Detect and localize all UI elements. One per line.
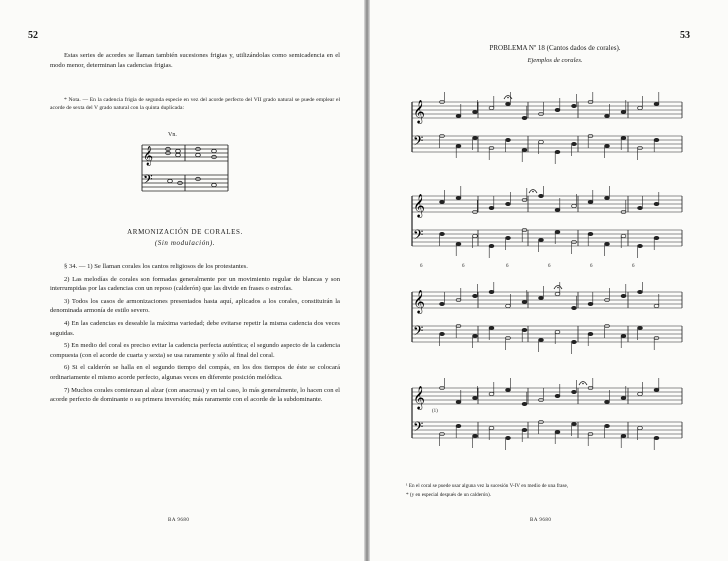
note-head bbox=[473, 434, 478, 437]
note-head bbox=[555, 208, 560, 211]
note-head bbox=[621, 294, 626, 297]
note-head bbox=[456, 242, 461, 245]
rule-paragraph: 4) En las cadencias es deseable la máxima variedad; debe evitarse repetir la misma cadencia dos veces seguidas. bbox=[50, 319, 340, 337]
bass-clef-icon: 𝄢 bbox=[413, 421, 424, 438]
note-head bbox=[473, 234, 478, 237]
chorale-score bbox=[408, 378, 684, 452]
note-head bbox=[605, 144, 610, 147]
chorale-score bbox=[408, 92, 684, 166]
note-head bbox=[621, 234, 626, 237]
note-head bbox=[539, 140, 544, 143]
rule-paragraph: 6) Si el calderón se halla en el segundo tiempo del compás, en los dos tiempos de éste se colocará ordinariamente el mismo acorde perfecto, algunas veces en diferente posición melódica. bbox=[50, 364, 340, 381]
note-head bbox=[506, 236, 511, 239]
rule-paragraph: 7) Muchos corales comienzan al alzar (con anacrusa) y en tal caso, lo más generalmente, lo hacen con el acorde perfecto de dominante o su primera inversión; más raramente con el acorde de la subdominante. bbox=[50, 386, 340, 404]
note-head bbox=[572, 104, 577, 107]
note-head bbox=[588, 302, 593, 305]
fermata-dot bbox=[557, 287, 559, 289]
coral-rules bbox=[50, 262, 340, 405]
note-head bbox=[539, 338, 544, 341]
note-head bbox=[638, 106, 643, 109]
note-head bbox=[621, 334, 626, 337]
note-head bbox=[605, 242, 610, 245]
note-head bbox=[506, 304, 511, 307]
note-head bbox=[654, 236, 659, 239]
treble-clef-icon: 𝄞 bbox=[413, 291, 425, 313]
fermata-dot bbox=[582, 383, 584, 385]
note-head bbox=[572, 340, 577, 343]
note-head bbox=[522, 300, 527, 303]
treble-clef-icon: 𝄞 bbox=[413, 195, 425, 217]
note-head bbox=[638, 392, 643, 395]
note-head bbox=[440, 302, 445, 305]
note-head bbox=[654, 388, 659, 391]
note-head bbox=[489, 206, 494, 209]
note-head bbox=[506, 202, 511, 205]
rule-paragraph: § 34. — 1) Se llaman corales los cantos religiosos de los protestantes. bbox=[64, 263, 248, 270]
chorale-score bbox=[408, 186, 684, 260]
chorale-system-4 bbox=[408, 378, 684, 457]
figure: 6 bbox=[420, 264, 423, 269]
rule-paragraph: 5) En medio del coral es preciso evitar la cadencia perfecta auténtica; el segundo aspecto de la cadencia compuesta (con el acorde de cuarta y sexta) se usa raramente y sólo al final del coral. bbox=[50, 342, 340, 359]
note-head bbox=[456, 400, 461, 403]
note-head bbox=[654, 304, 659, 307]
note-head bbox=[456, 424, 461, 427]
note-head bbox=[621, 434, 626, 437]
left-footer: BA 9680 bbox=[168, 518, 190, 523]
note-head bbox=[654, 102, 659, 105]
footnote-marker: (1) bbox=[432, 409, 438, 414]
note-head bbox=[539, 194, 544, 197]
note-head bbox=[605, 196, 610, 199]
note-head bbox=[572, 390, 577, 393]
note-head bbox=[473, 396, 478, 399]
note-head bbox=[555, 230, 560, 233]
right-footer: BA 9680 bbox=[530, 518, 552, 523]
note-head bbox=[555, 108, 560, 111]
treble-clef-icon: 𝄞 bbox=[143, 146, 154, 165]
right-page-number: 53 bbox=[680, 30, 690, 41]
note-head bbox=[522, 402, 527, 405]
note-head bbox=[638, 290, 643, 293]
note-head bbox=[506, 138, 511, 141]
treble-clef-icon: 𝄞 bbox=[413, 101, 425, 123]
bass-clef-icon: 𝄢 bbox=[143, 174, 153, 190]
note-head bbox=[506, 388, 511, 391]
note-head bbox=[489, 392, 494, 395]
problem-title: PROBLEMA Nº 18 (Cantos dados de corales). bbox=[489, 44, 621, 52]
note-head bbox=[621, 396, 626, 399]
note-head bbox=[489, 426, 494, 429]
fermata-dot bbox=[532, 191, 534, 193]
intro-paragraph: Estas series de acordes se llaman también sucesiones frigias y, utilizándolas como semicadencia en el modo menor, determinan las cadencias frigias. bbox=[50, 52, 340, 69]
chorale-system-1 bbox=[408, 92, 684, 171]
note-head bbox=[489, 244, 494, 247]
note-head bbox=[654, 436, 659, 439]
note-head bbox=[473, 136, 478, 139]
bass-clef-icon: 𝄢 bbox=[413, 135, 424, 152]
figure: 6 bbox=[590, 264, 593, 269]
note-head bbox=[572, 306, 577, 309]
note-head bbox=[572, 142, 577, 145]
note-head bbox=[555, 292, 560, 295]
note-head bbox=[605, 400, 610, 403]
note-head bbox=[555, 430, 560, 433]
note-head bbox=[555, 150, 560, 153]
note-head bbox=[638, 426, 643, 429]
note-head bbox=[621, 110, 626, 113]
note-head bbox=[489, 106, 494, 109]
note-head bbox=[539, 238, 544, 241]
note-head bbox=[522, 428, 527, 431]
frigian-note: * Nota. — En la cadencia frigia de segunda especie en vez del acorde perfecto del VII grado natural se puede emplear el acorde de sexta del V grado natural con la quinta duplicada: bbox=[50, 97, 340, 111]
note-head bbox=[572, 204, 577, 207]
section-title: ARMONIZACIÓN DE CORALES. bbox=[127, 228, 243, 236]
note-head bbox=[506, 436, 511, 439]
note-head bbox=[654, 202, 659, 205]
problem-subtitle: Ejemplos de corales. bbox=[527, 57, 583, 64]
footnote-2: * (y en especial después de un calderón). bbox=[406, 492, 491, 498]
note-head bbox=[588, 200, 593, 203]
section-subtitle: (Sin modulación). bbox=[154, 239, 216, 247]
note-head bbox=[473, 110, 478, 113]
note-head bbox=[555, 330, 560, 333]
treble-clef-icon: 𝄞 bbox=[413, 387, 425, 409]
note-head bbox=[456, 144, 461, 147]
chorale-system-3 bbox=[408, 282, 684, 361]
footnote-1: ¹ En el coral se puede usar alguna vez la sucesión V-IV en medio de una frase, bbox=[406, 483, 569, 489]
bass-clef-icon: 𝄢 bbox=[413, 325, 424, 342]
right-page bbox=[370, 0, 728, 561]
note-head bbox=[539, 296, 544, 299]
note-head bbox=[456, 114, 461, 117]
note-head bbox=[605, 114, 610, 117]
note-head bbox=[473, 294, 478, 297]
frigian-example-score bbox=[140, 139, 230, 201]
rule-paragraph: 3) Todos los casos de armonizaciones presentados hasta aquí, aplicados a los corales, constituirán la denominada armonía de estilo severo. bbox=[50, 297, 340, 315]
note-head bbox=[456, 196, 461, 199]
fermata-dot bbox=[507, 97, 509, 99]
rule-paragraph: 2) Las melodías de corales son formadas generalmente por un movimiento regular de blancas y son interrumpidas por las cadencias con un reposo (calderón) que las divide en frases o estrofas. bbox=[50, 275, 340, 293]
note-head bbox=[440, 332, 445, 335]
note-head bbox=[605, 424, 610, 427]
note-head bbox=[638, 206, 643, 209]
note-head bbox=[440, 232, 445, 235]
note-head bbox=[588, 232, 593, 235]
figure: 6 bbox=[462, 264, 465, 269]
note-head bbox=[621, 136, 626, 139]
chorale-system-2 bbox=[408, 186, 684, 265]
note-head bbox=[522, 148, 527, 151]
figure: 6 bbox=[548, 264, 551, 269]
note-head bbox=[522, 116, 527, 119]
note-head bbox=[638, 244, 643, 247]
note-head bbox=[522, 328, 527, 331]
note-head bbox=[506, 102, 511, 105]
figure: 6 bbox=[506, 264, 509, 269]
note-head bbox=[588, 332, 593, 335]
left-page-number: 52 bbox=[28, 30, 38, 41]
note-head bbox=[572, 422, 577, 425]
bass-clef-icon: 𝄢 bbox=[413, 229, 424, 246]
note-head bbox=[555, 394, 560, 397]
note-head bbox=[473, 334, 478, 337]
figure: 6 bbox=[632, 264, 635, 269]
note-head bbox=[440, 200, 445, 203]
note-head bbox=[654, 138, 659, 141]
note-head bbox=[489, 326, 494, 329]
note-head bbox=[638, 326, 643, 329]
chorale-score bbox=[408, 282, 684, 356]
example-label: Vn. bbox=[168, 132, 177, 138]
note-head bbox=[489, 290, 494, 293]
